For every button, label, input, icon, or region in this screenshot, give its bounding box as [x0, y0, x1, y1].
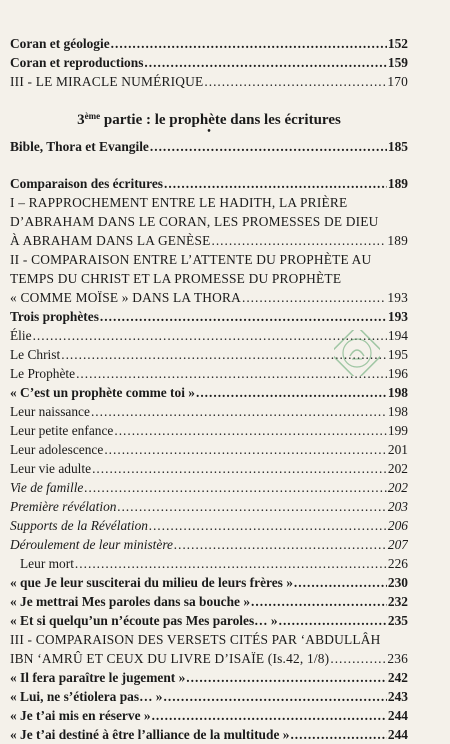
toc-entry: Bible, Thora et Evangile ..... 185: [10, 137, 408, 156]
toc-entry: Leur vie adulte ..... 202: [10, 459, 408, 478]
bullet-ornament: •: [207, 126, 211, 137]
toc-section-isaie: [10, 630, 408, 668]
toc-entry: Leur naissance ..... 198: [10, 402, 408, 421]
toc-entry: Le Christ ..... 195: [10, 345, 408, 364]
toc-entry: Première révélation ..... 203: [10, 497, 408, 516]
toc-entry: Trois prophètes ..... 193: [10, 307, 408, 326]
toc-entry: Leur mort ..... 226: [10, 554, 408, 573]
toc-entry: Supports de la Révélation ..... 206: [10, 516, 408, 535]
toc-entry: « Et si quelqu’un n’écoute pas Mes paroles… » ..... 235: [10, 611, 408, 630]
part-heading: 3ème partie : le prophète dans les écritures: [77, 111, 341, 128]
toc-entry: Déroulement de leur ministère ..... 207: [10, 535, 408, 554]
toc-entry: « Il fera paraître le jugement » ..... 242: [10, 668, 408, 687]
toc-entry: « C’est un prophète comme toi » ..... 198: [10, 383, 408, 402]
toc-entry: Le Prophète ..... 196: [10, 364, 408, 383]
toc-group-geology: [10, 34, 408, 91]
table-of-contents: [10, 34, 408, 744]
toc-entry: « Je t’ai mis en réserve » ..... 244: [10, 706, 408, 725]
toc-entry: « COMME MOÏSE » DANS LA THORA ..... 193: [10, 288, 408, 307]
toc-entry: Leur adolescence ..... 201: [10, 440, 408, 459]
toc-entry: À ABRAHAM DANS LA GENÈSE ..... 189: [10, 231, 408, 250]
toc-line: II - COMPARAISON ENTRE L’ATTENTE DU PROPHÈTE AU: [10, 252, 372, 267]
toc-entry: III - LE MIRACLE NUMÉRIQUE ..... 170: [10, 72, 408, 91]
toc-line: I – RAPPROCHEMENT ENTRE LE HADITH, LA PRIÈRE: [10, 195, 348, 210]
toc-group-quotes: [10, 668, 408, 744]
toc-entry: Comparaison des écritures ..... 189: [10, 174, 408, 193]
toc-entry: IBN ‘AMRÛ ET CEUX DU LIVRE D’ISAÏE (Is.42, 1/8) ..... 236: [10, 649, 408, 668]
toc-section-abraham: [10, 193, 408, 250]
toc-entry: Élie ..... 194: [10, 326, 408, 345]
toc-entry: « que Je leur susciterai du milieu de leurs frères » ..... 230: [10, 573, 408, 592]
toc-line: D’ABRAHAM DANS LE CORAN, LES PROMESSES DE DIEU: [10, 214, 379, 229]
toc-line: TEMPS DU CHRIST ET LA PROMESSE DU PROPHÈTE: [10, 271, 342, 286]
publisher-stamp-icon: [334, 330, 380, 376]
toc-section-moise: [10, 250, 408, 307]
toc-line: III - COMPARAISON DES VERSETS CITÉS PAR ‘ABDULLÂH: [10, 632, 381, 647]
toc-entry: « Je t’ai destiné à être l’alliance de la multitude » ..... 244: [10, 725, 408, 744]
toc-entry: Vie de famille ..... 202: [10, 478, 408, 497]
toc-entry: Leur petite enfance ..... 199: [10, 421, 408, 440]
toc-entry: Coran et reproductions ..... 159: [10, 53, 408, 72]
toc-entry: « Lui, ne s’étiolera pas… » ..... 243: [10, 687, 408, 706]
toc-entry: Coran et géologie ..... 152: [10, 34, 408, 53]
toc-entry: « Je mettrai Mes paroles dans sa bouche » ..... 232: [10, 592, 408, 611]
